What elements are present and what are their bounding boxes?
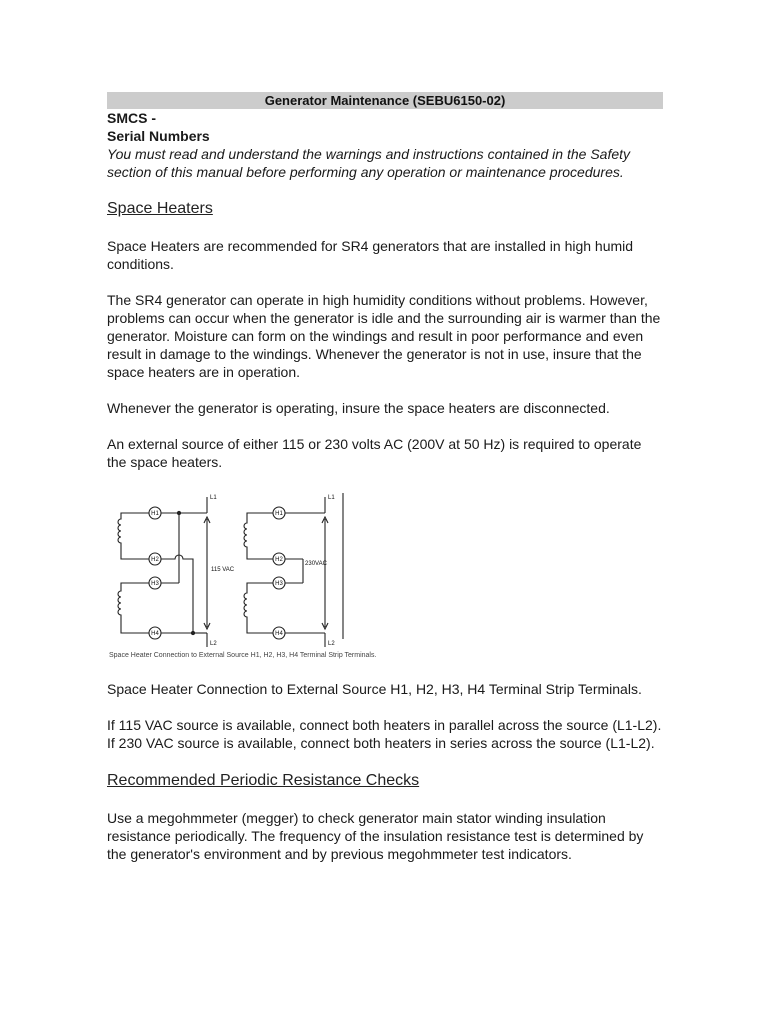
right-terminal-h2: H2 bbox=[275, 557, 283, 564]
space-heater-wiring-diagram bbox=[107, 489, 423, 661]
right-heater-coil-1 bbox=[244, 513, 253, 559]
space-heaters-paragraph-2: The SR4 generator can operate in high humidity conditions without problems. However, problems can occur when the generator is idle and the surrounding air is warmer than the generator. Moisture can form on the windings and result in poor performance and even result in damage to the windings. Whenever the generator is not in use, insure that the space heaters are in operation. bbox=[107, 292, 661, 380]
diagram-caption-text: Space Heater Connection to External Source H1, H2, H3, H4 Terminal Strip Terminals. bbox=[107, 681, 642, 697]
right-terminal-h4: H4 bbox=[275, 631, 283, 638]
space-heaters-heading: Space Heaters bbox=[107, 200, 213, 217]
left-l2-label: L2 bbox=[210, 641, 217, 647]
resistance-checks-paragraph: Use a megohmmeter (megger) to check generator main stator winding insulation resistance periodically. The frequency of the insulation resistance test is determined by the generator's environment and by previous megohmmeter test indicators. bbox=[107, 810, 644, 862]
left-heater-coil-2 bbox=[118, 583, 127, 633]
document-title: Generator Maintenance (SEBU6150-02) bbox=[107, 92, 663, 109]
space-heaters-paragraph-1: Space Heaters are recommended for SR4 generators that are installed in high humid conditions. bbox=[107, 238, 634, 272]
right-terminal-h3: H3 bbox=[275, 581, 283, 588]
document-page bbox=[107, 92, 663, 881]
wiring-diagram-svg bbox=[107, 489, 423, 661]
safety-warning: You must read and understand the warnings and instructions contained in the Safety section of this manual before performing any operation or maintenance procedures. bbox=[107, 146, 631, 180]
left-terminal-h1: H1 bbox=[151, 511, 159, 518]
left-heater-coil-1 bbox=[118, 513, 127, 559]
right-l1-label: L1 bbox=[328, 495, 335, 501]
wiring-note: If 115 VAC source is available, connect both heaters in parallel across the source (L1-L2). If 230 VAC source is available, connect both heaters in series across the source (L1-L2). bbox=[107, 717, 662, 751]
left-voltage-label: 115 VAC bbox=[211, 567, 235, 573]
smcs-label: SMCS - bbox=[107, 110, 156, 126]
right-l2-label: L2 bbox=[328, 641, 335, 647]
serial-numbers-label: Serial Numbers bbox=[107, 128, 210, 144]
right-terminal-h1: H1 bbox=[275, 511, 283, 518]
right-voltage-label: 230VAC bbox=[305, 561, 327, 567]
space-heaters-paragraph-3: Whenever the generator is operating, insure the space heaters are disconnected. bbox=[107, 400, 610, 416]
left-terminal-h2: H2 bbox=[151, 557, 159, 564]
left-terminal-h4: H4 bbox=[151, 631, 159, 638]
space-heaters-paragraph-4: An external source of either 115 or 230 volts AC (200V at 50 Hz) is required to operate the space heaters. bbox=[107, 436, 642, 470]
left-l1-label: L1 bbox=[210, 495, 217, 501]
left-terminal-h3: H3 bbox=[151, 581, 159, 588]
right-heater-coil-2 bbox=[244, 583, 253, 633]
diagram-caption: Space Heater Connection to External Source H1, H2, H3, H4 Terminal Strip Terminals. bbox=[109, 652, 377, 659]
resistance-checks-heading: Recommended Periodic Resistance Checks bbox=[107, 772, 420, 789]
